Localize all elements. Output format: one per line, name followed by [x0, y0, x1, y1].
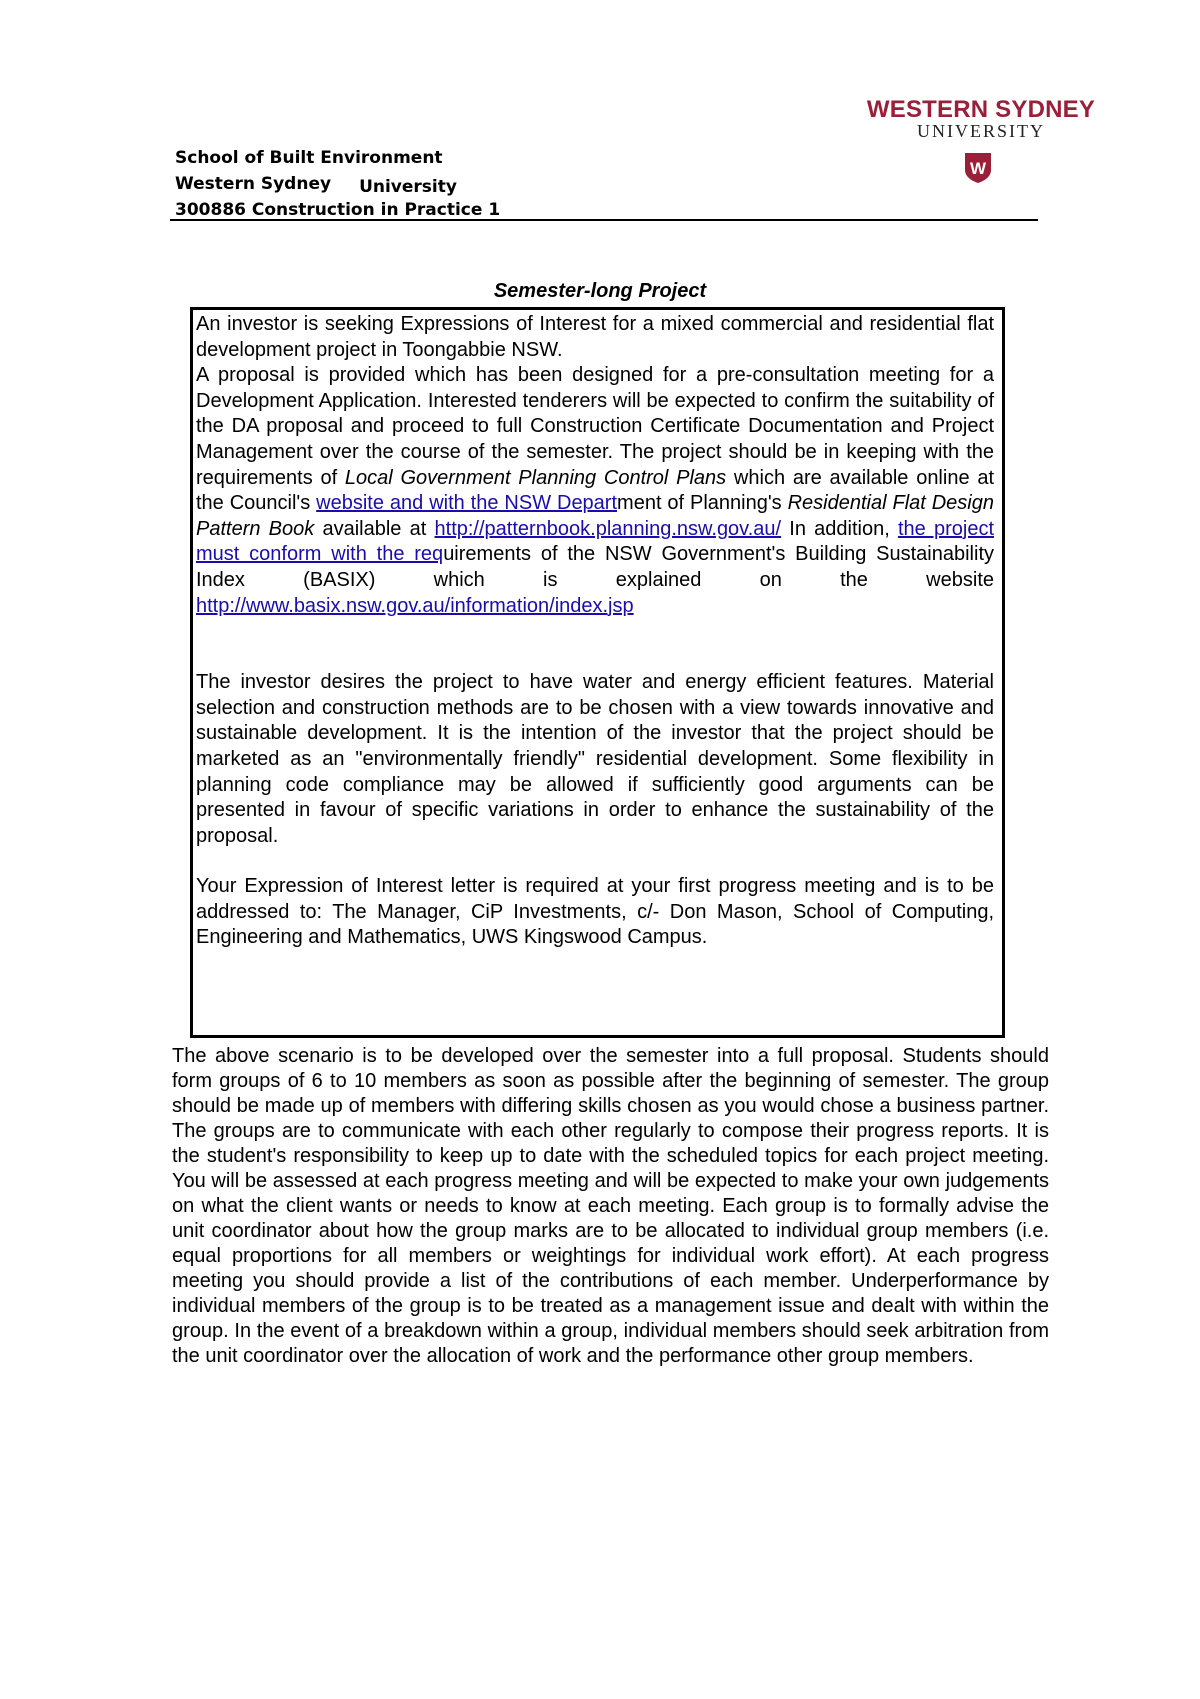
text-span: A proposal is provided which has been designed for a pre-consultation meeting for a Development Application. Interested tenderers will be expected to confirm the suitability of the DA proposal and proceed to full Construction Certificate Documentation and Project Management over the course of the semester. The project should be in keeping with the requirements of [196, 364, 994, 489]
school-name: School of Built Environment [175, 148, 443, 168]
scenario-text [196, 312, 994, 951]
italic-ref-pattern-book: Residential Flat Design Pattern Book [196, 492, 994, 540]
link-patternbook-url[interactable]: http://patternbook.planning.nsw.gov.au/ [434, 517, 782, 540]
text-span: available at [314, 517, 435, 540]
university-name-part1: Western Sydney [175, 174, 332, 194]
document-header [175, 145, 500, 223]
unit-code-title: 300886 Construction in Practice 1 [175, 200, 501, 220]
text-span: ment of Planning's [617, 492, 788, 515]
shield-letter: W [969, 159, 987, 178]
page-title: Semester-long Project [493, 280, 707, 302]
university-logo [866, 96, 1096, 142]
scenario-paragraph-4: Your Expression of Interest letter is required at your first progress meeting and is to be addressed to: The Manager, CiP Investments, c/- Don Mason, School of Computing, Engineering and Mathematics, UWS Kingswood Campus. [196, 875, 994, 949]
text-span: uirements of the NSW Government's Building Sustainability Index (BASIX) which is explained on the website [196, 543, 994, 591]
text-span: which are available online at the Council's [196, 466, 995, 515]
university-line [175, 171, 500, 197]
university-name-part2: University [359, 177, 457, 197]
logo-text-western-sydney: WESTERN SYDNEY [866, 96, 1096, 123]
shield-icon [964, 152, 992, 184]
logo-text-university: UNIVERSITY [917, 121, 1045, 141]
link-basix-url[interactable]: http://www.basix.nsw.gov.au/information/index.jsp [196, 594, 634, 617]
italic-ref-planning-plans: Local Government Planning Control Plans [344, 466, 727, 489]
header-rule [170, 219, 1038, 221]
link-council-website[interactable]: website and with the NSW Depart [316, 492, 618, 515]
scenario-paragraph-1: An investor is seeking Expressions of Interest for a mixed commercial and residential flat development project in Toongabbie NSW. [196, 313, 994, 361]
text-span: In addition, [781, 517, 898, 540]
scenario-paragraph-2 [196, 363, 994, 619]
link-conform-requirements[interactable]: the project must conform with the req [196, 517, 995, 566]
instructions-paragraph: The above scenario is to be developed over the semester into a full proposal. Students should form groups of 6 to 10 members as soon as possible after the beginning of semester. The group should be made up of members with differing skills chosen as you would chose a business partner. The groups are to communicate with each other regularly to compose their progress reports. It is the student's responsibility to keep up to date with the scheduled topics for each project meeting. You will be assessed at each progress meeting and will be expected to make your own judgements on what the client wants or needs to know at each meeting. Each group is to formally advise the unit coordinator about how the group marks are to be allocated to individual group members (i.e. equal proportions for all members or weightings for individual work effort). At each progress meeting you should provide a list of the contributions of each member. Underperformance by individual members of the group is to be treated as a management issue and dealt with within the group. In the event of a breakdown within a group, individual members should seek arbitration from the unit coordinator over the allocation of work and the performance other group members. [172, 1045, 1049, 1367]
scenario-paragraph-3: The investor desires the project to have water and energy efficient features. Material selection and construction methods are to be chosen with a view towards innovative and sustainable development. It is the intention of the investor that the project should be marketed as an "environmentally friendly" residential development. Some flexibility in planning code compliance may be allowed if sufficiently good arguments can be presented in favour of specific variations in order to enhance the sustainability of the proposal. [196, 671, 994, 847]
